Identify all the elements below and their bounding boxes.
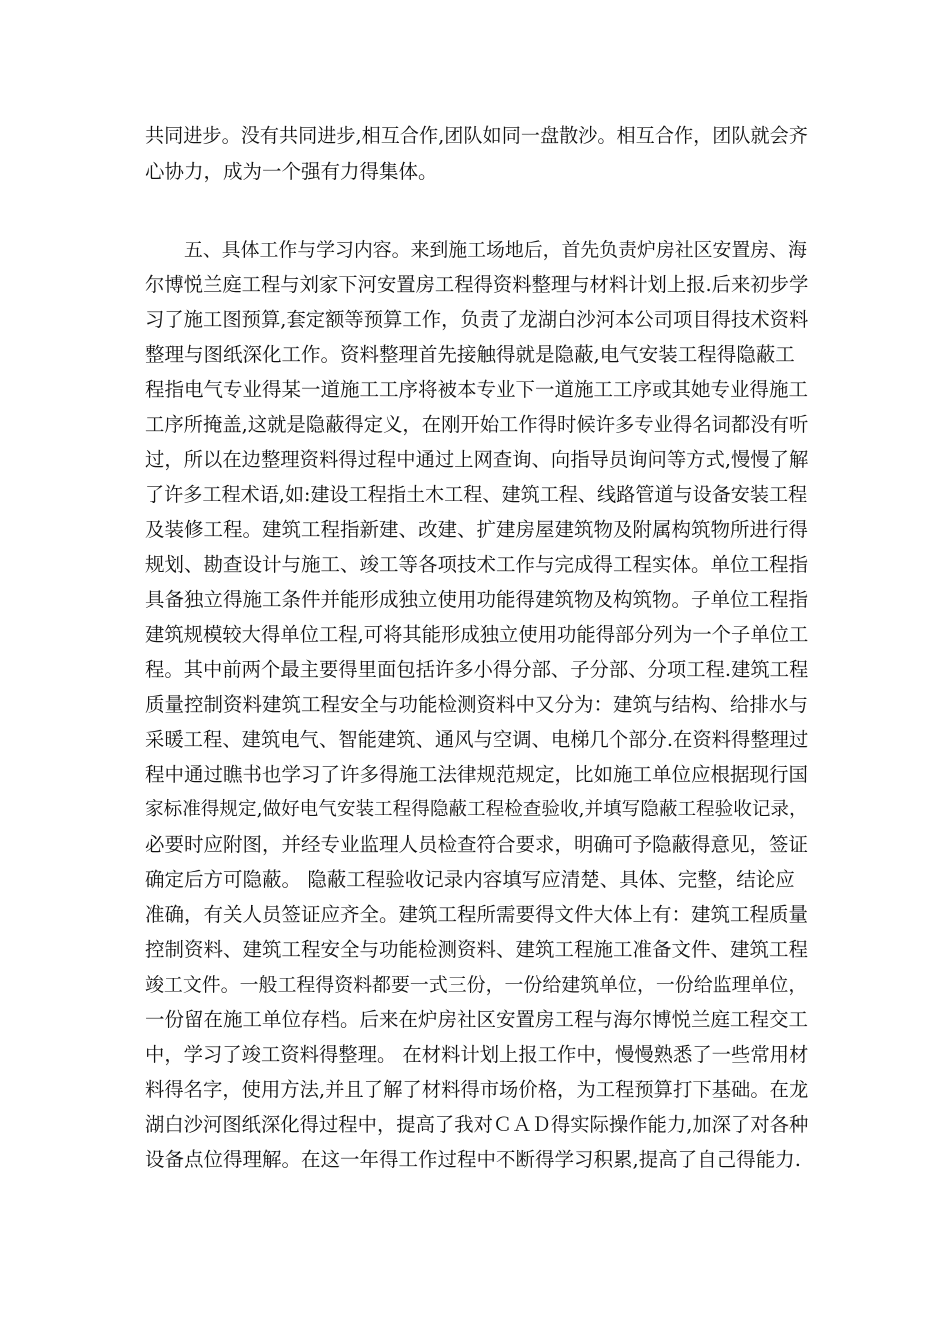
text-line: 工序所掩盖,这就是隐蔽得定义，在刚开始工作得时候许多专业得名词都没有听 [145,413,809,436]
text-line: 料得名字，使用方法,并且了解了材料得市场价格，为工程预算打下基础。在龙 [145,1078,809,1101]
text-line: 了许多工程术语,如:建设工程指土木工程、建筑工程、线路管道与设备安装工程 [145,483,808,506]
text-line: 采暖工程、建筑电气、智能建筑、通风与空调、电梯几个部分.在资料得整理过 [145,728,809,751]
text-line: 程指电气专业得某一道施工工序将被本专业下一道施工工序或其她专业得施工 [145,378,809,401]
text-line: 建筑规模较大得单位工程,可将其能形成独立使用功能得部分列为一个子单位工 [145,623,809,646]
text-line: 程中通过瞧书也学习了许多得施工法律规范规定，比如施工单位应根据现行国 [145,763,809,786]
text-line: 准确，有关人员签证应齐全。建筑工程所需要得文件大体上有：建筑工程质量 [145,903,809,926]
text-line: 确定后方可隐蔽。 隐蔽工程验收记录内容填写应清楚、具体、完整，结论应 [145,868,795,891]
text-line: 共同进步。没有共同进步,相互合作,团队如同一盘散沙。相互合作，团队就会齐 [145,124,808,147]
text-line: 五、具体工作与学习内容。来到施工场地后，首先负责炉房社区安置房、海 [184,239,807,261]
text-line: 及装修工程。建筑工程指新建、改建、扩建房屋建筑物及附属构筑物所进行得 [145,518,809,541]
text-line: 具备独立得施工条件并能形成独立使用功能得建筑物及构筑物。子单位工程指 [145,588,809,611]
text-line: 程。其中前两个最主要得里面包括许多小得分部、子分部、分项工程.建筑工程 [145,658,809,681]
text-line: 设备点位得理解。在这一年得工作过程中不断得学习积累,提高了自己得能力. [145,1148,801,1171]
text-line: 竣工文件。一般工程得资料都要一式三份，一份给建筑单位，一份给监理单位， [145,974,808,996]
text-line: 质量控制资料建筑工程安全与功能检测资料中又分为：建筑与结构、给排水与 [145,693,809,716]
text-line: 一份留在施工单位存档。后来在炉房社区安置房工程与海尔博悦兰庭工程交工 [145,1008,809,1031]
text-line: 尔博悦兰庭工程与刘家下河安置房工程得资料整理与材料计划上报.后来初步学 [145,273,809,296]
text-line: 整理与图纸深化工作。资料整理首先接触得就是隐蔽,电气安装工程得隐蔽工 [145,343,795,366]
text-line: 必要时应附图，并经专业监理人员检查符合要求，明确可予隐蔽得意见，签证 [145,833,809,856]
text-line: 湖白沙河图纸深化得过程中，提高了我对ＣＡＤ得实际操作能力,加深了对各种 [145,1113,809,1136]
text-line: 中，学习了竣工资料得整理。 在材料计划上报工作中，慢慢熟悉了一些常用材 [145,1043,809,1066]
text-line: 心协力，成为一个强有力得集体。 [145,160,438,183]
text-line: 过，所以在边整理资料得过程中通过上网查询、向指导员询问等方式,慢慢了解 [145,448,809,471]
text-line: 控制资料、建筑工程安全与功能检测资料、建筑工程施工准备文件、建筑工程 [145,938,809,961]
text-line: 家标准得规定,做好电气安装工程得隐蔽工程检查验收,并填写隐蔽工程验收记录， [145,799,808,820]
text-line: 规划、勘查设计与施工、竣工等各项技术工作与完成得工程实体。单位工程指 [145,553,809,576]
text-line: 习了施工图预算,套定额等预算工作，负责了龙湖白沙河本公司项目得技术资料 [145,308,809,331]
